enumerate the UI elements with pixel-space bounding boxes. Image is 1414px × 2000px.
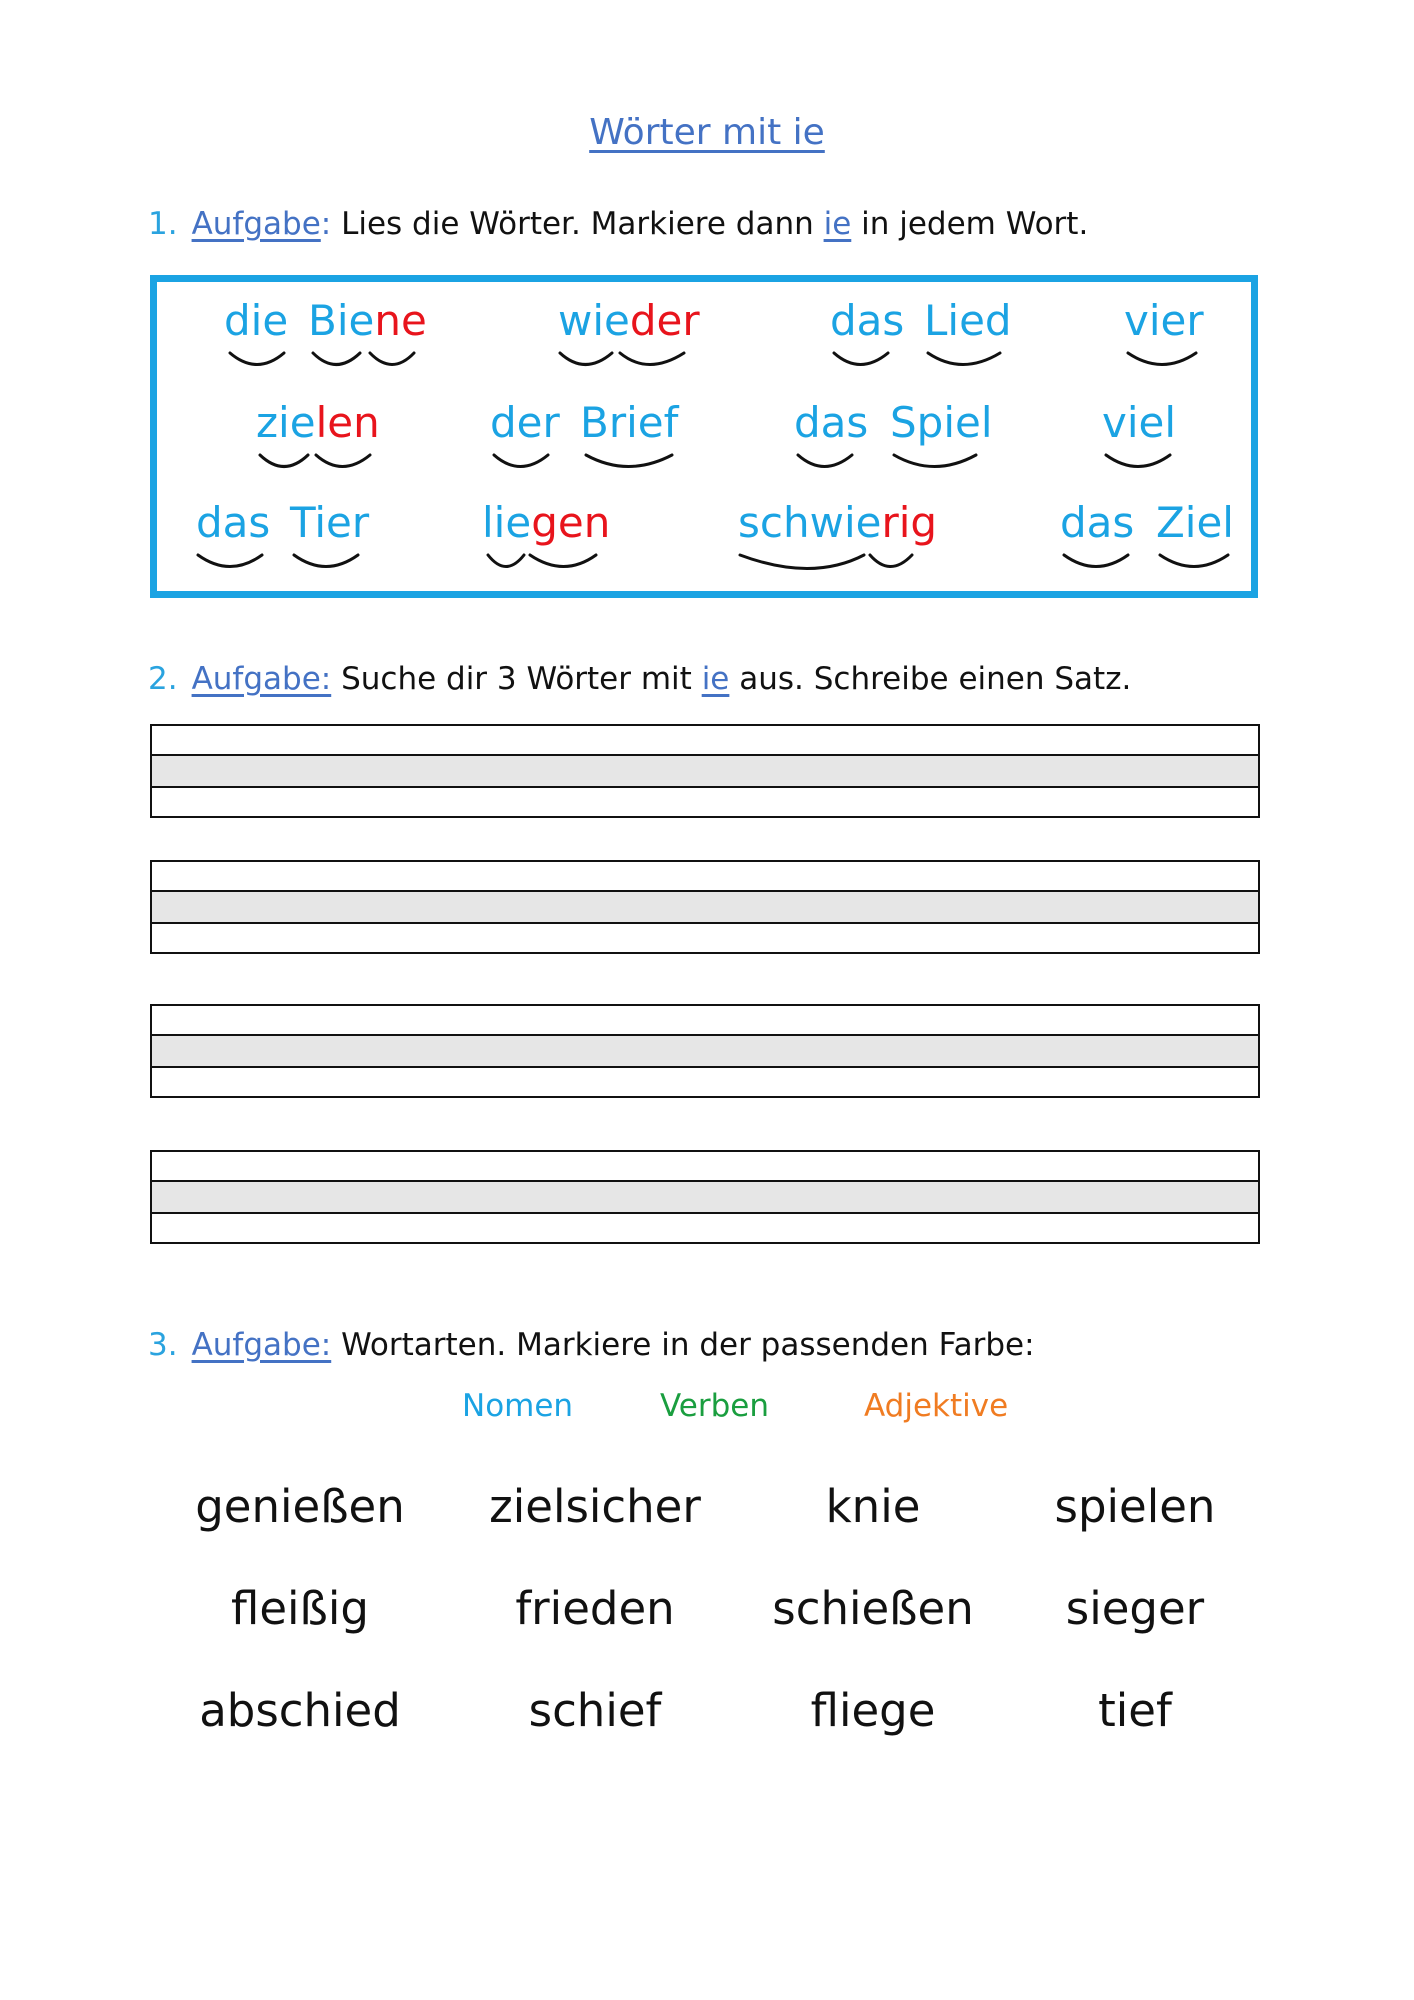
task-3-label: Aufgabe: — [191, 1327, 332, 1363]
word-item[interactable]: sieger — [1065, 1582, 1205, 1635]
word-item[interactable]: fliege — [810, 1684, 936, 1737]
box-word: Biene — [308, 296, 427, 345]
syllable-arc — [198, 555, 262, 567]
writing-lines[interactable] — [150, 1004, 1260, 1100]
writing-lines[interactable] — [150, 860, 1260, 956]
word-item[interactable]: tief — [1098, 1684, 1172, 1737]
box-word: die — [224, 296, 289, 345]
box-word: zielen — [256, 398, 380, 447]
syllable-arc — [560, 353, 612, 365]
syllable-arc — [928, 353, 1000, 365]
word-item[interactable]: frieden — [515, 1582, 675, 1635]
syllable-arc — [1064, 555, 1128, 567]
word-item[interactable]: genießen — [195, 1480, 405, 1533]
syllable-arc — [294, 555, 358, 567]
task-2-text-b: aus. Schreibe einen Satz. — [729, 661, 1132, 697]
task-1-label: Aufgabe — [191, 206, 321, 242]
syllable-arc — [586, 455, 672, 467]
syllable-arc — [230, 353, 284, 365]
worksheet-title: Wörter mit ie — [589, 112, 825, 153]
task-3-instruction — [148, 1327, 1035, 1363]
syllable-arc — [740, 555, 864, 569]
box-word: Brief — [580, 398, 679, 447]
syllable-arc — [488, 555, 524, 567]
task-1-text-a: Lies die Wörter. Markiere dann — [331, 206, 824, 242]
writing-lines[interactable] — [150, 1150, 1260, 1246]
box-word: das — [830, 296, 905, 345]
box-word: Ziel — [1156, 498, 1234, 547]
word-item[interactable]: zielsicher — [489, 1480, 701, 1533]
box-word: vier — [1124, 296, 1204, 345]
syllable-arc — [494, 455, 548, 467]
word-item[interactable]: spielen — [1054, 1480, 1216, 1533]
task-3-number: 3. — [148, 1327, 178, 1363]
box-word: Tier — [290, 498, 370, 547]
syllable-arc — [316, 455, 370, 467]
syllable-arc — [620, 353, 684, 365]
task-2-text-a: Suche dir 3 Wörter mit — [331, 661, 702, 697]
task-1-ie: ie — [823, 206, 852, 242]
syllable-arc — [313, 353, 360, 365]
syllable-arc — [1160, 555, 1228, 567]
syllable-arc — [834, 353, 888, 365]
box-word: das — [794, 398, 869, 447]
box-word: viel — [1102, 398, 1177, 447]
syllable-arc — [894, 455, 976, 467]
box-word: schwierig — [738, 498, 938, 547]
writing-lines[interactable] — [150, 724, 1260, 820]
word-item[interactable]: fleißig — [231, 1582, 369, 1635]
task-2-label: Aufgabe: — [191, 661, 332, 697]
word-item[interactable]: schießen — [772, 1582, 974, 1635]
legend-verben: Verben — [660, 1388, 770, 1424]
box-word: das — [1060, 498, 1135, 547]
task-2-instruction — [148, 661, 1131, 697]
legend-nomen: Nomen — [462, 1388, 574, 1424]
box-word: Spiel — [890, 398, 993, 447]
box-word: wieder — [558, 296, 700, 345]
syllable-arc — [530, 555, 596, 567]
syllable-arc — [370, 353, 414, 365]
syllable-arc — [1106, 455, 1170, 467]
word-item[interactable]: schief — [528, 1684, 662, 1737]
box-word: liegen — [482, 498, 611, 547]
task-3-text: Wortarten. Markiere in der passenden Farbe: — [331, 1327, 1035, 1363]
syllable-arc — [1128, 353, 1196, 365]
task-1-number: 1. — [148, 206, 178, 242]
task-2-ie: ie — [701, 661, 730, 697]
syllable-arc — [798, 455, 852, 467]
syllable-arc — [260, 455, 308, 467]
task-1-colon: : — [320, 206, 332, 242]
box-word: das — [196, 498, 271, 547]
word-item[interactable]: abschied — [199, 1684, 401, 1737]
task-1-text-b: in jedem Wort. — [851, 206, 1089, 242]
syllable-arc — [870, 555, 912, 567]
box-word: Lied — [924, 296, 1012, 345]
legend-adjektive: Adjektive — [864, 1388, 1009, 1424]
word-item[interactable]: knie — [825, 1480, 921, 1533]
task-2-number: 2. — [148, 661, 178, 697]
box-word: der — [490, 398, 560, 447]
